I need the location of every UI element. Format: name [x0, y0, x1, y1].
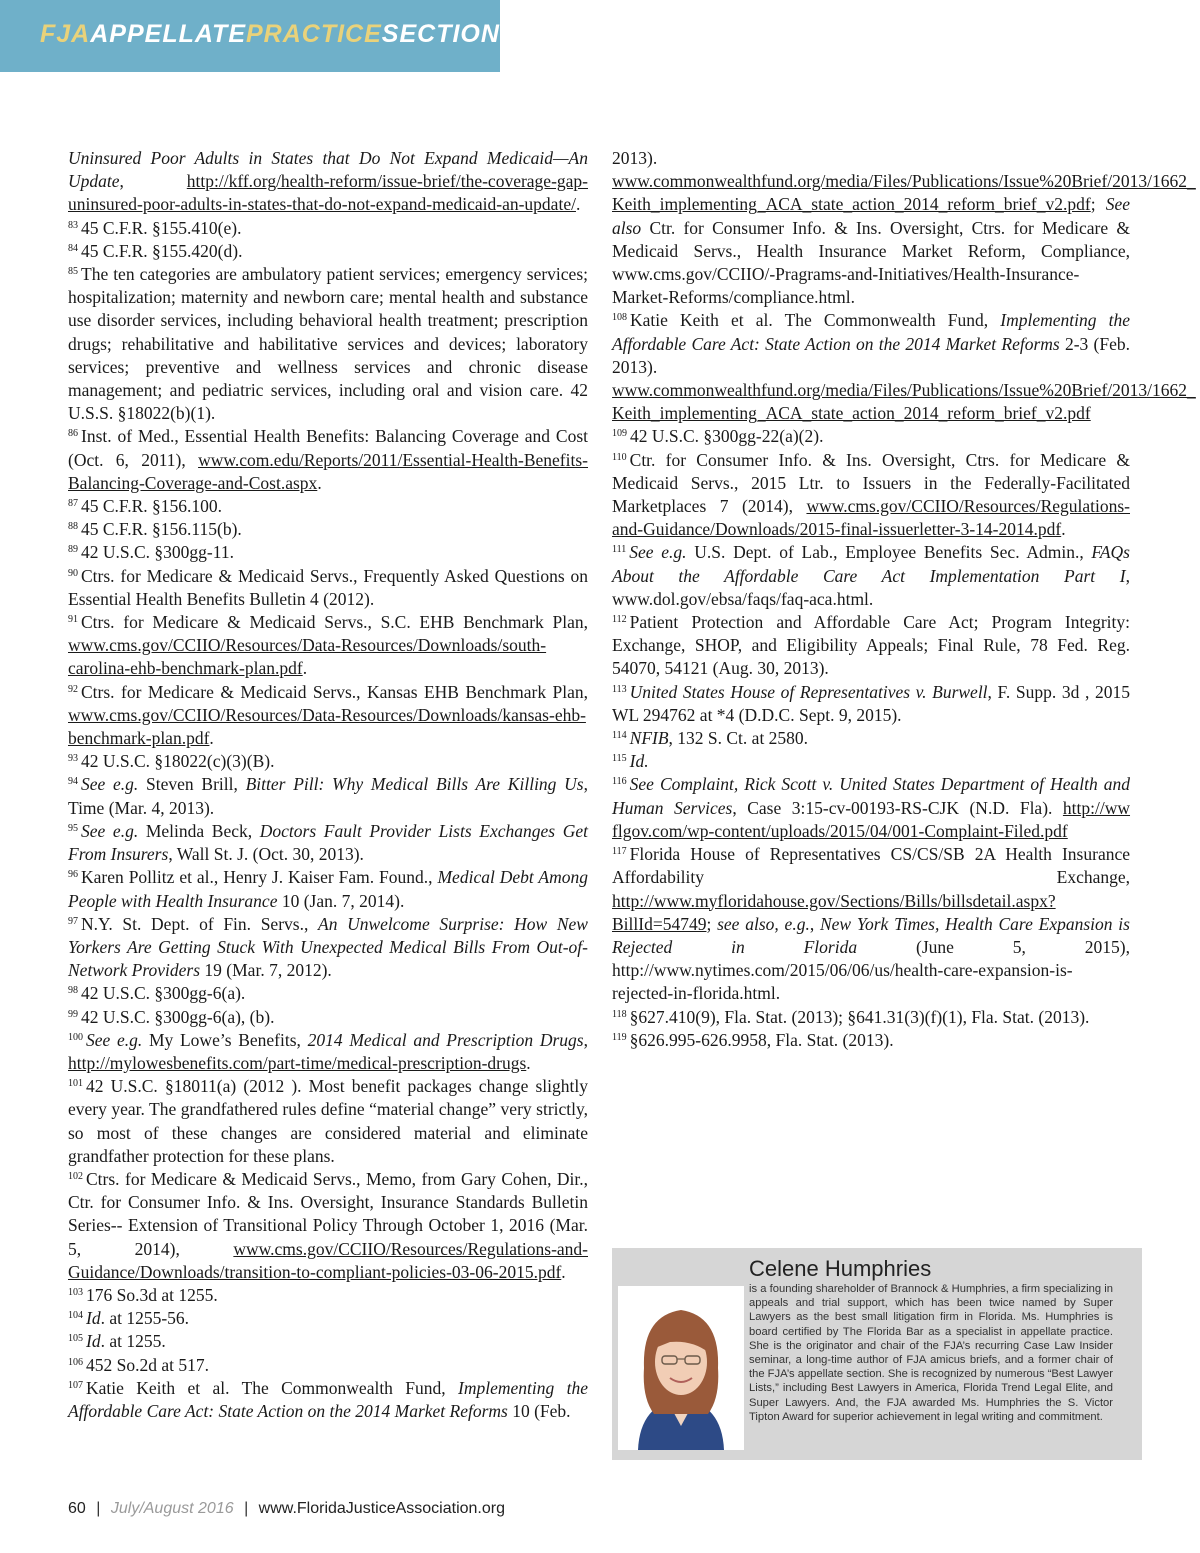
citation-link[interactable]: http://kff.org/health-reform/issue-brief/the-coverage-gap-uninsured-poor-adults-in-states-that-do-not-expand-medicaid-an-update/ [68, 171, 588, 215]
footnote-text: Id. at 1255. [86, 1331, 166, 1352]
footnote-text: Id. at 1255-56. [86, 1308, 190, 1329]
footer-separator: | [96, 1500, 101, 1517]
footnote-number: 100 [68, 1031, 83, 1043]
footnote [612, 773, 1130, 843]
footnote [68, 913, 588, 983]
footnote [68, 1284, 588, 1307]
footnote-number: 111 [612, 544, 627, 556]
footnote [68, 217, 588, 240]
footnote [68, 681, 588, 751]
footnote [68, 263, 588, 425]
footnote [68, 982, 588, 1005]
footnote [612, 309, 1196, 425]
author-bio-box [612, 1248, 1142, 1460]
footnote-text: Katie Keith et al. The Commonwealth Fund, Implementing the Affordable Care Act: State Action on the 2014 Market Reforms 10 (Feb. [68, 1377, 589, 1421]
footnote-number: 114 [612, 730, 627, 742]
footnote-text: NFIB, 132 S. Ct. at 2580. [629, 728, 809, 749]
footnote-text: Inst. of Med., Essential Health Benefits: Balancing Coverage and Cost (Oct. 6, 2011), www.com.edu/Reports/2011/Essential-Health-Benefits-Balancing-Coverage-and-Cost.aspx. [68, 426, 588, 493]
footnote-text: 42 U.S.C. §300gg-22(a)(2). [630, 426, 824, 447]
footnote [612, 611, 1130, 681]
footnote-text: 45 C.F.R. §155.420(d). [81, 240, 243, 261]
footnote-number: 115 [612, 753, 627, 765]
footnote-text: 45 C.F.R. §156.115(b). [81, 519, 242, 540]
section-header [0, 0, 500, 72]
footnotes-left-column [68, 147, 588, 1423]
footnote-number: 98 [68, 985, 78, 997]
footnote-number: 88 [68, 521, 78, 533]
footnote [612, 843, 1130, 1005]
footnote-number: 83 [68, 219, 78, 231]
author-photo [618, 1286, 744, 1450]
footnote [612, 1029, 1130, 1052]
footnote-number: 95 [68, 822, 78, 834]
footnote [612, 449, 1130, 542]
footnote-text: Ctrs. for Medicare & Medicaid Servs., S.C. EHB Benchmark Plan, www.cms.gov/CCIIO/Resources/Data-Resources/Downloads/south-carolina-ehb-benchmark-plan.pdf. [68, 612, 588, 679]
footnote [68, 425, 588, 495]
footnote [68, 541, 588, 564]
author-name: Celene Humphries [749, 1256, 932, 1281]
citation-link[interactable]: www.cms.gov/CCIIO/Resources/Data-Resources/Downloads/kansas-ehb-benchmark-plan.pdf [68, 704, 586, 749]
footnote-text: United States House of Representatives v. Burwell, F. Supp. 3d , 2015 WL 294762 at *4 (D.D.C. Sept. 9, 2015). [612, 681, 1130, 725]
footnote-text: See e.g. Melinda Beck, Doctors Fault Provider Lists Exchanges Get From Insurers, Wall St. J. (Oct. 30, 2013). [68, 820, 588, 865]
header-fja: FJA [40, 20, 91, 48]
footnote [68, 147, 588, 217]
footnote-number: 87 [68, 498, 78, 510]
footnote-number: 84 [68, 242, 78, 254]
footnote-text: N.Y. St. Dept. of Fin. Servs., An Unwelcome Surprise: How New Yorkers Are Getting Stuck With Unexpected Medical Bills From Out-of-Network Providers 19 (Mar. 7, 2012). [68, 913, 588, 981]
footnote [68, 1377, 588, 1423]
citation-link[interactable]: www.commonwealthfund.org/media/Files/Publications/Issue%20Brief/2013/1662_ Keith_implementing_ACA_state_action_2014_reform_brief_v2.pdf [612, 171, 1196, 215]
footnote-number: 96 [68, 869, 78, 881]
citation-link[interactable]: http://mylowesbenefits.com/part-time/medical-prescription-drugs [68, 1052, 527, 1073]
footnote [68, 240, 588, 263]
footnote-text: Karen Pollitz et al., Henry J. Kaiser Fam. Found., Medical Debt Among People with Health Insurance 10 (Jan. 7, 2014). [68, 867, 588, 911]
footnote-text: Ctrs. for Medicare & Medicaid Servs., Frequently Asked Questions on Essential Health Benefits Bulletin 4 (2012). [68, 565, 588, 609]
citation-link[interactable]: www.com.edu/Reports/2011/Essential-Health-Benefits-Balancing-Coverage-and-Cost.aspx [68, 449, 588, 493]
footnote-text: See e.g. U.S. Dept. of Lab., Employee Benefits Sec. Admin., FAQs About the Affordable Care Act Implementation Part I, www.dol.gov/ebsa/faqs/faq-aca.html. [612, 542, 1130, 609]
citation-link[interactable]: http://www.myfloridahouse.gov/Sections/Bills/billsdetail.aspx?BillId=54749 [612, 890, 1056, 934]
citation-link[interactable]: www.cms.gov/CCIIO/Resources/Data-Resources/Downloads/south-carolina-ehb-benchmark-plan.pdf [68, 635, 547, 679]
footnote [68, 1006, 588, 1029]
footnote-number: 119 [612, 1031, 627, 1043]
citation-link[interactable]: www.cms.gov/CCIIO/Resources/Regulations-and-Guidance/Downloads/transition-to-compliant-policies-03-06-2015.pdf [68, 1238, 588, 1282]
footnote-number: 91 [68, 614, 78, 626]
footer-separator: | [244, 1500, 249, 1517]
footnote-number: 108 [612, 312, 627, 324]
footnote [612, 541, 1130, 611]
footnote-text: §626.995-626.9958, Fla. Stat. (2013). [629, 1029, 894, 1050]
footnote [612, 147, 1196, 309]
footnote-number: 89 [68, 544, 78, 556]
footnote [612, 425, 1130, 448]
footnote-number: 117 [612, 846, 627, 858]
footnote-number: 110 [612, 451, 627, 463]
footnote-text: Id. [629, 751, 649, 772]
footnote-text: 42 U.S.C. §300gg-11. [81, 542, 234, 563]
footnote-number: 97 [68, 915, 78, 927]
header-practice: PRACTICE [246, 20, 382, 48]
footnote-number: 118 [612, 1008, 627, 1020]
footnote-number: 107 [68, 1379, 83, 1391]
footnote [612, 1006, 1130, 1029]
citation-link[interactable]: http://ww flgov.com/wp-content/uploads/2015/04/001-Complaint-Filed.pdf [612, 797, 1131, 841]
footnote-number: 112 [612, 614, 627, 626]
footnote-text: 452 So.2d at 517. [86, 1354, 209, 1375]
author-portrait-image [618, 1286, 744, 1450]
footnote-number: 105 [68, 1333, 83, 1345]
footnote [68, 1330, 588, 1353]
footnote-text: Katie Keith et al. The Commonwealth Fund, Implementing the Affordable Care Act: State Action on the 2014 Market Reforms 2-3 (Feb. 2013). www.commonwealthfund.org/media/Files/Publications/Issue%20Brief/2013/1662_ Keith_implementing_ACA_state_action_2014_reform_brief_v2.pdf [612, 310, 1196, 424]
footnote [68, 820, 588, 866]
footnote [68, 773, 588, 819]
footnote-number: 90 [68, 567, 78, 579]
footnote-text: Florida House of Representatives CS/CS/SB 2A Health Insurance Affordability Exchange, http://www.myfloridahouse.gov/Sections/Bills/billsdetail.aspx?BillId=54749; see also, e.g., New York Times, Health Care Expansion is Rejected in Florida (June 5, 2015), http://www.nytimes.com/2015/06/06/us/health-care-expansion-is-rejected-in-florida.html. [612, 844, 1131, 1004]
footnote [68, 1029, 588, 1075]
footnote-text: 45 C.F.R. §155.410(e). [81, 217, 242, 238]
page-footer [68, 1500, 505, 1518]
footnotes-right-column [612, 147, 1196, 1052]
footnote-number: 109 [612, 428, 627, 440]
footnote-number: 85 [68, 266, 78, 278]
page-number: 60 [68, 1500, 86, 1517]
footnote [612, 750, 1130, 773]
footnote-text: 42 U.S.C. §18011(a) (2012 ). Most benefit packages change slightly every year. The grandfathered rules define “material change” very strictly, so most of these changes are considered material and eliminate grandfather protection for these plans. [68, 1076, 588, 1166]
footnote-text: 2013). www.commonwealthfund.org/media/Files/Publications/Issue%20Brief/2013/1662_ Keith_implementing_ACA_state_action_2014_reform_brief_v2.pdf; See also Ctr. for Consumer Info. & Ins. Oversight, Ctrs. for Medicare & Medicaid Servs., Health Insurance Market Reform, Compliance, www.cms.gov/CCIIO/-Pragrams-and-Initiatives/Health-Insurance-Market-Reforms/compliance.html. [612, 148, 1196, 308]
footnote [612, 681, 1130, 727]
footnote [68, 1307, 588, 1330]
footnote-number: 103 [68, 1286, 83, 1298]
footnote-text: See e.g. Steven Brill, Bitter Pill: Why Medical Bills Are Killing Us, Time (Mar. 4, 2013). [68, 774, 588, 818]
footnote-number: 99 [68, 1008, 78, 1020]
header-section: SECTION [381, 20, 500, 48]
footnote [68, 611, 588, 681]
footnote-number: 92 [68, 683, 78, 695]
footnote [68, 518, 588, 541]
author-bio-text: is a founding shareholder of Brannock & Humphries, a firm specializing in appeals and trial support, which has been twice named by Super Lawyers as the best small litigation firm in Florida. Ms. Humphries is board certified by The Florida Bar as a specialist in appellate practice. She is the originator and chair of the FJA’s recurring Case Law Insider seminar, a long-time author of FJA amicus briefs, and a former chair of the FJA’s appellate section. She is recognized by numerous “Best Lawyer Lists,” including Best Lawyers in America, Florida Trend Legal Elite, and Super Lawyers. And, the FJA awarded Ms. Humphries the S. Victor Tipton Award for superior achievement in legal writing and commitment. [749, 1283, 1113, 1423]
footnote [612, 727, 1130, 750]
footnote-text: 42 U.S.C. §300gg-6(a), (b). [81, 1006, 275, 1027]
footnote-text: §627.410(9), Fla. Stat. (2013); §641.31(3)(f)(1), Fla. Stat. (2013). [629, 1006, 1090, 1027]
issue-date: July/August 2016 [110, 1500, 234, 1517]
citation-link[interactable]: www.commonwealthfund.org/media/Files/Publications/Issue%20Brief/2013/1662_ Keith_implementing_ACA_state_action_2014_reform_brief_v2.pdf [612, 380, 1196, 424]
footnote-text: 42 U.S.C. §300gg-6(a). [81, 983, 246, 1004]
footnote-text: See e.g. My Lowe’s Benefits, 2014 Medical and Prescription Drugs, http://mylowesbenefits.com/part-time/medical-prescription-drugs. [68, 1029, 588, 1073]
footnote [68, 750, 588, 773]
footnote-text: Ctr. for Consumer Info. & Ins. Oversight, Ctrs. for Medicare & Medicaid Servs., 2015 Ltr. to Issuers in the Federally-Facilitated Marketplaces 7 (2014), www.cms.gov/CCIIO/Resources/Regulations-and-Guidance/Downloads/2015-final-issuerletter-3-14-2014.pdf. [612, 449, 1130, 540]
footnote-number: 106 [68, 1356, 83, 1368]
footnote-text: 42 U.S.C. §18022(c)(3)(B). [81, 751, 275, 772]
footnote-number: 94 [68, 776, 78, 788]
footnote-number: 102 [68, 1170, 83, 1182]
footnote-text: Patient Protection and Affordable Care Act; Program Integrity: Exchange, SHOP, and Eligibility Appeals; Final Rule, 78 Fed. Reg. 54070, 54121 (Aug. 30, 2013). [612, 612, 1130, 679]
website-link[interactable]: www.FloridaJusticeAssociation.org [258, 1500, 505, 1517]
footnote [68, 866, 588, 912]
footnote-text: The ten categories are ambulatory patient services; emergency services; hospitalization; maternity and newborn care; mental health and substance use disorder services, including behavioral health treatment; prescription drugs; rehabilitative and habilitative services and devices; laboratory services; preventive and wellness services and chronic disease management; and pediatric services, including oral and vision care. 42 U.S.S. §18022(b)(1). [68, 264, 588, 424]
footnote-text: See Complaint, Rick Scott v. United States Department of Health and Human Services, Case 3:15-cv-00193-RS-CJK (N.D. Fla). http://ww flgov.com/wp-content/uploads/2015/04/001-Complaint-Filed.pdf [612, 774, 1131, 841]
citation-link[interactable]: www.cms.gov/CCIIO/Resources/Regulations-and-Guidance/Downloads/2015-final-issuerletter-3-14-2014.pdf [612, 496, 1130, 540]
footnote-number: 104 [68, 1310, 83, 1322]
footnote [68, 1075, 588, 1168]
footnote-number: 113 [612, 683, 627, 695]
footnote-number: 93 [68, 753, 78, 765]
footnote-text: Uninsured Poor Adults in States that Do Not Expand Medicaid—An Update, http://kff.org/health-reform/issue-brief/the-coverage-gap-uninsured-poor-adults-in-states-that-do-not-expand-medicaid-an-update/. [68, 148, 588, 215]
footnote-text: Ctrs. for Medicare & Medicaid Servs., Kansas EHB Benchmark Plan, www.cms.gov/CCIIO/Resources/Data-Resources/Downloads/kansas-ehb-benchmark-plan.pdf. [68, 681, 588, 749]
footnote [68, 1168, 588, 1284]
footnote-text: 176 So.3d at 1255. [86, 1284, 218, 1305]
footnote [68, 565, 588, 611]
footnote-number: 101 [68, 1078, 83, 1090]
footnote-text: 45 C.F.R. §156.100. [81, 496, 223, 517]
header-appellate: APPELLATE [90, 20, 246, 48]
footnote-text: Ctrs. for Medicare & Medicaid Servs., Memo, from Gary Cohen, Dir., Ctr. for Consumer Info. & Ins. Oversight, Insurance Standards Bulletin Series-- Extension of Transitional Policy Through October 1, 2016 (Mar. 5, 2014), www.cms.gov/CCIIO/Resources/Regulations-and-Guidance/Downloads/transition-to-compliant-policies-03-06-2015.pdf. [68, 1168, 588, 1282]
footnote-number: 86 [68, 428, 78, 440]
footnote-number: 116 [612, 776, 627, 788]
footnote [68, 495, 588, 518]
footnote [68, 1354, 588, 1377]
